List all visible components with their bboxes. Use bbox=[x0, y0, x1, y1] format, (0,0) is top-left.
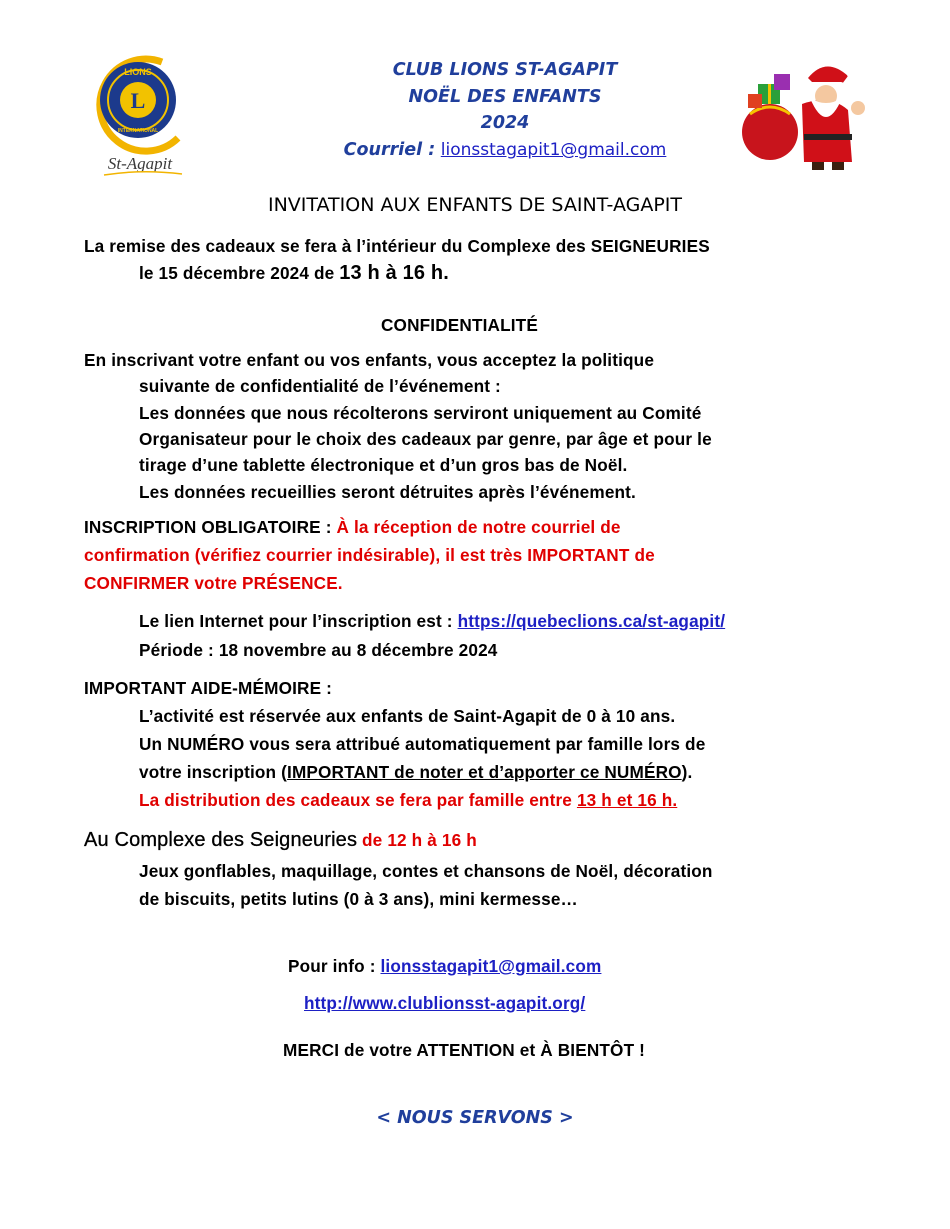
header-event: NOËL DES ENFANTS bbox=[408, 87, 602, 107]
inscription-warning-3: CONFIRMER votre PRÉSENCE. bbox=[84, 573, 343, 593]
reminder-line-3 bbox=[139, 762, 692, 783]
logo-letter: L bbox=[130, 88, 146, 113]
complex-heading bbox=[84, 829, 477, 852]
confidentiality-line: Organisateur pour le choix des cadeaux par genre, par âge et pour le bbox=[139, 429, 712, 449]
inscription-line-1 bbox=[84, 517, 621, 538]
header-year: 2024 bbox=[480, 113, 530, 133]
header-club: CLUB LIONS ST-AGAPIT bbox=[392, 60, 618, 80]
logo-caption: St-Agapit bbox=[107, 154, 173, 173]
confidentiality-line: tirage d’une tablette électronique et d’un gros bas de Noël. bbox=[139, 455, 628, 475]
invitation-title: INVITATION AUX ENFANTS DE SAINT-AGAPIT bbox=[267, 194, 683, 216]
footer-email-link[interactable]: lionsstagapit1@gmail.com bbox=[380, 956, 602, 976]
inscription-label: INSCRIPTION OBLIGATOIRE : bbox=[84, 517, 337, 537]
intro-line-2 bbox=[139, 262, 449, 285]
logo-international: INTERNATIONAL bbox=[117, 128, 159, 134]
header-email-label: Courriel : bbox=[343, 140, 436, 160]
intro-line-1: La remise des cadeaux se fera à l’intérieur du Complexe des SEIGNEURIES bbox=[84, 236, 710, 256]
logo-text: LIONS bbox=[124, 67, 152, 77]
inscription-period: Période : 18 novembre au 8 décembre 2024 bbox=[139, 640, 498, 660]
footer-thanks: MERCI de votre ATTENTION et À BIENTÔT ! bbox=[283, 1040, 646, 1060]
intro-date: le 15 décembre 2024 de bbox=[139, 263, 340, 283]
confidentiality-heading: CONFIDENTIALITÉ bbox=[381, 315, 538, 335]
footer-motto: < NOUS SERVONS > bbox=[376, 1108, 574, 1128]
reminder-line-3-end: ). bbox=[681, 762, 693, 782]
reminder-important-note: IMPORTANT de noter et d’apporter ce NUMÉRO bbox=[287, 762, 682, 782]
confidentiality-line: suivante de confidentialité de l’événement : bbox=[139, 376, 501, 396]
header-email-line bbox=[0, 140, 950, 160]
inscription-link-label: Le lien Internet pour l’inscription est : bbox=[139, 611, 458, 631]
inscription-warning: À la réception de notre courriel de bbox=[336, 517, 621, 537]
reminder-line-2: Un NUMÉRO vous sera attribué automatiquement par famille lors de bbox=[139, 734, 706, 754]
reminder-line-4 bbox=[139, 790, 677, 811]
footer-website-link[interactable]: http://www.clublionsst-agapit.org/ bbox=[304, 993, 586, 1013]
confidentiality-line: En inscrivant votre enfant ou vos enfants, vous acceptez la politique bbox=[84, 350, 655, 370]
footer-info-label: Pour info : bbox=[288, 956, 381, 976]
inscription-link-line bbox=[139, 611, 725, 632]
confidentiality-line: Les données recueillies seront détruites après l’événement. bbox=[139, 482, 636, 502]
inscription-link[interactable]: https://quebeclions.ca/st-agapit/ bbox=[457, 611, 726, 631]
complex-title: Au Complexe des Seigneuries bbox=[84, 829, 358, 851]
header-email-link[interactable]: lionsstagapit1@gmail.com bbox=[440, 140, 667, 160]
reminder-line-3-start: votre inscription ( bbox=[139, 762, 288, 782]
intro-hours: 13 h à 16 h. bbox=[339, 262, 449, 284]
confidentiality-line: Les données que nous récolterons serviront uniquement au Comité bbox=[139, 403, 702, 423]
footer-info bbox=[288, 956, 601, 977]
reminder-line-1: L’activité est réservée aux enfants de Saint-Agapit de 0 à 10 ans. bbox=[139, 706, 676, 726]
complex-hours: de 12 h à 16 h bbox=[362, 830, 477, 850]
reminder-distribution-hours: 13 h et 16 h. bbox=[576, 790, 678, 810]
complex-line-2: de biscuits, petits lutins (0 à 3 ans), mini kermesse… bbox=[139, 889, 578, 909]
inscription-warning-2: confirmation (vérifiez courrier indésirable), il est très IMPORTANT de bbox=[84, 545, 655, 565]
complex-line-1: Jeux gonflables, maquillage, contes et chansons de Noël, décoration bbox=[139, 861, 713, 881]
reminder-heading: IMPORTANT AIDE-MÉMOIRE : bbox=[84, 678, 333, 698]
reminder-distribution: La distribution des cadeaux se fera par famille entre bbox=[139, 790, 577, 810]
